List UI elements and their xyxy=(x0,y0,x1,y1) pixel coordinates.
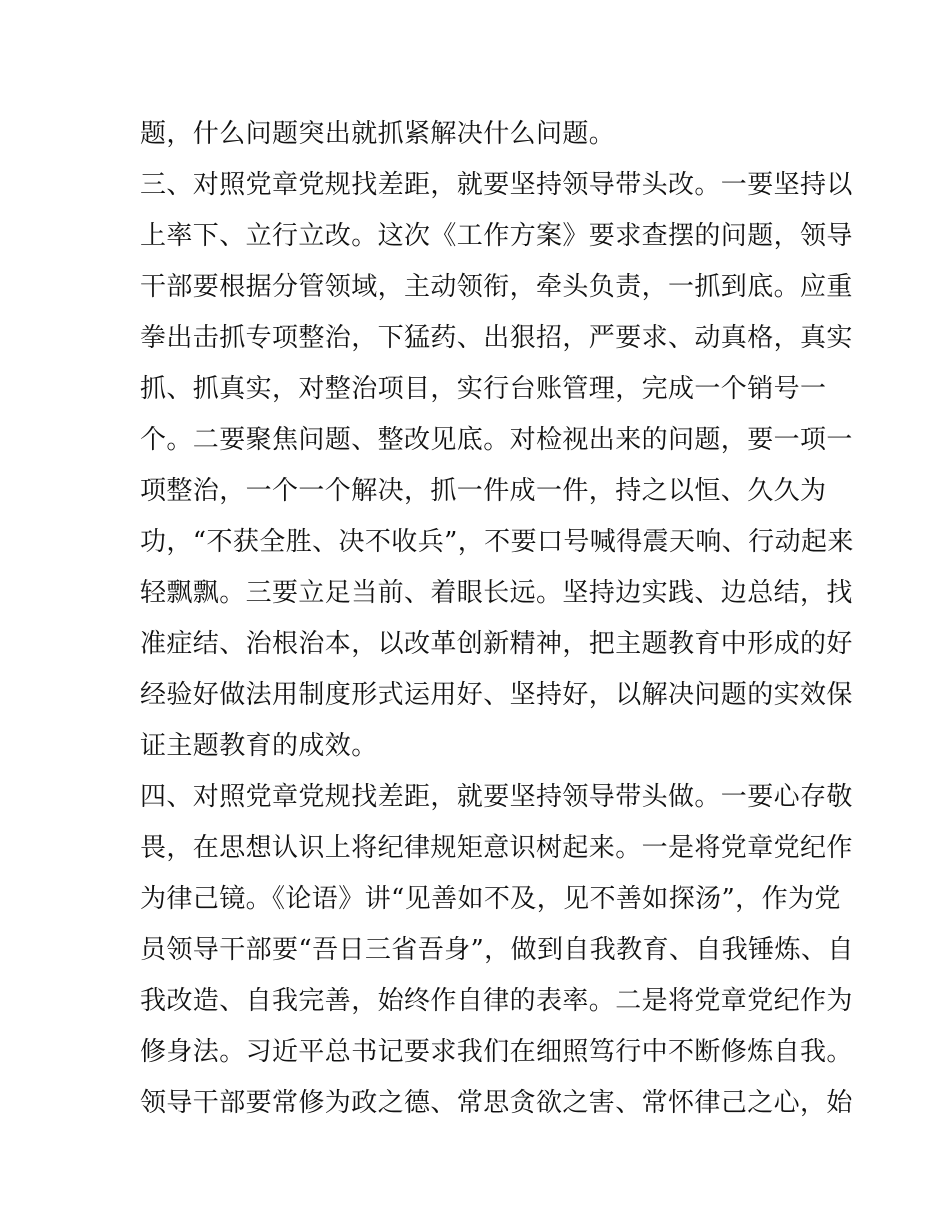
text-line: 个。二要聚焦问题、整改见底。对检视出来的问题，要一项一 xyxy=(140,425,853,455)
text-line: 拳出击抓专项整治，下猛药、出狠招，严要求、动真格，真实 xyxy=(140,323,853,353)
text-line: 员领导干部要“吾日三省吾身”，做到自我教育、自我锤炼、自 xyxy=(140,935,854,965)
text-line: 为律己镜。《论语》讲“见善如不及，见不善如探汤”，作为党 xyxy=(140,884,841,914)
text-line: 证主题教育的成效。 xyxy=(140,731,378,761)
text-line: 经验好做法用制度形式运用好、坚持好，以解决问题的实效保 xyxy=(140,680,853,710)
text-line: 我改造、自我完善，始终作自律的表率。二是将党章党纪作为 xyxy=(140,986,853,1016)
text-line: 四、对照党章党规找差距，就要坚持领导带头做。一要心存敬 xyxy=(140,782,853,812)
text-line: 畏，在思想认识上将纪律规矩意识树起来。一是将党章党纪作 xyxy=(140,833,853,863)
text-line: 干部要根据分管领域，主动领衔，牵头负责，一抓到底。应重 xyxy=(140,272,853,302)
text-line: 上率下、立行立改。这次《工作方案》要求查摆的问题，领导 xyxy=(140,221,853,251)
text-line: 领导干部要常修为政之德、常思贪欲之害、常怀律己之心，始 xyxy=(140,1088,853,1118)
text-line: 项整治，一个一个解决，抓一件成一件，持之以恒、久久为 xyxy=(140,476,827,506)
text-line: 功，“不获全胜、决不收兵”，不要口号喊得震天响、行动起来 xyxy=(140,527,854,557)
text-line: 修身法。习近平总书记要求我们在细照笃行中不断修炼自我。 xyxy=(140,1037,853,1067)
text-line: 题，什么问题突出就抓紧解决什么问题。 xyxy=(140,119,616,149)
text-line: 轻飘飘。三要立足当前、着眼长远。坚持边实践、边总结，找 xyxy=(140,578,853,608)
text-line: 三、对照党章党规找差距，就要坚持领导带头改。一要坚持以 xyxy=(140,170,853,200)
text-line: 准症结、治根治本，以改革创新精神，把主题教育中形成的好 xyxy=(140,629,853,659)
text-line: 抓、抓真实，对整治项目，实行台账管理，完成一个销号一 xyxy=(140,374,827,404)
